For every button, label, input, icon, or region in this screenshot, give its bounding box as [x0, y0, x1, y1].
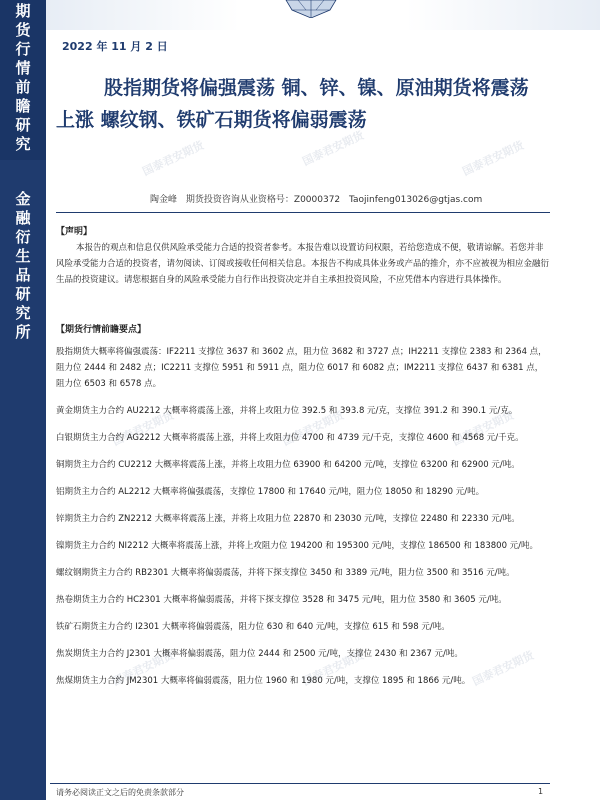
list-item: 铜期货主力合约 CU2212 大概率将震荡上涨，并将上攻阻力位 63900 和 64200 元/吨，支撑位 63200 和 62900 元/吨。 — [56, 460, 520, 470]
watermark: 国泰君安期货 — [110, 648, 176, 689]
report-title: 股指期货将偏强震荡 铜、锌、镍、原油期货将震荡上涨 螺纹钢、铁矿石期货将偏弱震荡 — [56, 77, 529, 131]
author-email[interactable]: Taojinfeng013026@gtjas.com — [349, 195, 483, 205]
sidebar-top-label: 期 货 行 情 前 瞻 研 究 — [15, 2, 31, 153]
list-item: 白银期货主力合约 AG2212 大概率将震荡上涨，并将上攻阻力位 4700 和 4739 元/千克，支撑位 4600 和 4568 元/千克。 — [56, 433, 524, 443]
outlook-heading: 【期货行情前瞻要点】 — [56, 325, 147, 335]
outlook-list — [56, 344, 550, 700]
watermark: 国泰君安期货 — [140, 138, 206, 179]
author-line — [150, 192, 488, 205]
report-date: 2022 年 11 月 2 日 — [62, 40, 168, 53]
list-item: 镍期货主力合约 NI2212 大概率将震荡上涨，并将上攻阻力位 194200 和 195300 元/吨，支撑位 186500 和 183800 元/吨。 — [56, 541, 539, 551]
list-item: 螺纹钢期货主力合约 RB2301 大概率将偏弱震荡，并将下探支撑位 3450 和 3389 元/吨，阻力位 3500 和 3516 元/吨。 — [56, 568, 515, 578]
list-item: 铁矿石期货主力合约 I2301 大概率将偏弱震荡，阻力位 630 和 640 元/吨，支撑位 615 和 598 元/吨。 — [56, 622, 450, 632]
title-divider — [56, 212, 550, 213]
disclaimer-text: 本报告的观点和信息仅供风险承受能力合适的投资者参考。本报告难以设置访问权限，若给您造成不便，敬请谅解。若您并非风险承受能力合适的投资者，请勿阅读、订阅或接收任何相关信息。本报告不构成具体业务或产品的推介，亦不应被视为相应金融衍生品的投资建议。请您根据自身的风险承受能力自行作出投资决定并自主承担投资风险，不应凭借本内容进行具体操作。 — [56, 243, 550, 285]
qualification-label: 期货投资咨询从业资格号：Z0000372 — [185, 195, 341, 205]
watermark: 国泰君安期货 — [300, 648, 366, 689]
disclaimer-heading: 【声明】 — [56, 227, 93, 237]
watermark: 国泰君安期货 — [450, 408, 516, 449]
watermark: 国泰君安期货 — [300, 128, 366, 169]
list-item: 黄金期货主力合约 AU2212 大概率将震荡上涨，并将上攻阻力位 392.5 和 393.8 元/克，支撑位 391.2 和 390.1 元/克。 — [56, 406, 518, 416]
watermark: 国泰君安期货 — [460, 138, 526, 179]
watermark: 国泰君安期货 — [110, 408, 176, 449]
list-item: 焦煤期货主力合约 JM2301 大概率将偏弱震荡，阻力位 1960 和 1980 元/吨，支撑位 1895 和 1866 元/吨。 — [56, 676, 471, 686]
list-item: 热卷期货主力合约 HC2301 大概率将偏弱震荡，并将下探支撑位 3528 和 3475 元/吨，阻力位 3580 和 3605 元/吨。 — [56, 595, 507, 605]
diamond-logo-icon — [276, 0, 346, 18]
list-item: 股指期货大概率将偏强震荡：IF2211 支撑位 3637 和 3602 点，阻力位 3682 和 3727 点；IH2211 支撑位 2383 和 2364 点，阻力位 2444 和 2482 点；IC2211 支撑位 5951 和 5911 点，阻力位 6017 和 6082 点；IM2211 支撑位 6437 和 6381 点，阻力位 6503 和 6578 点。 — [56, 347, 547, 389]
list-item: 焦炭期货主力合约 J2301 大概率将偏弱震荡，阻力位 2444 和 2500 元/吨，支撑位 2430 和 2367 元/吨。 — [56, 649, 463, 659]
author-name: 陶金峰 — [150, 195, 178, 205]
watermark: 国泰君安期货 — [470, 648, 536, 689]
list-item: 锌期货主力合约 ZN2212 大概率将震荡上涨，并将上攻阻力位 22870 和 23030 元/吨，支撑位 22480 和 22330 元/吨。 — [56, 514, 520, 524]
header-band — [46, 0, 600, 30]
list-item: 铝期货主力合约 AL2212 大概率将偏强震荡，支撑位 17800 和 17640 元/吨，阻力位 18050 和 18290 元/吨。 — [56, 487, 485, 497]
footer-notice: 请务必阅读正文之后的免责条款部分 — [56, 788, 184, 797]
footer-divider — [50, 783, 550, 784]
page-number: 1 — [538, 787, 544, 796]
watermark: 国泰君安期货 — [280, 408, 346, 449]
sidebar-bottom-label: 金 融 衍 生 品 研 究 所 — [15, 190, 31, 341]
